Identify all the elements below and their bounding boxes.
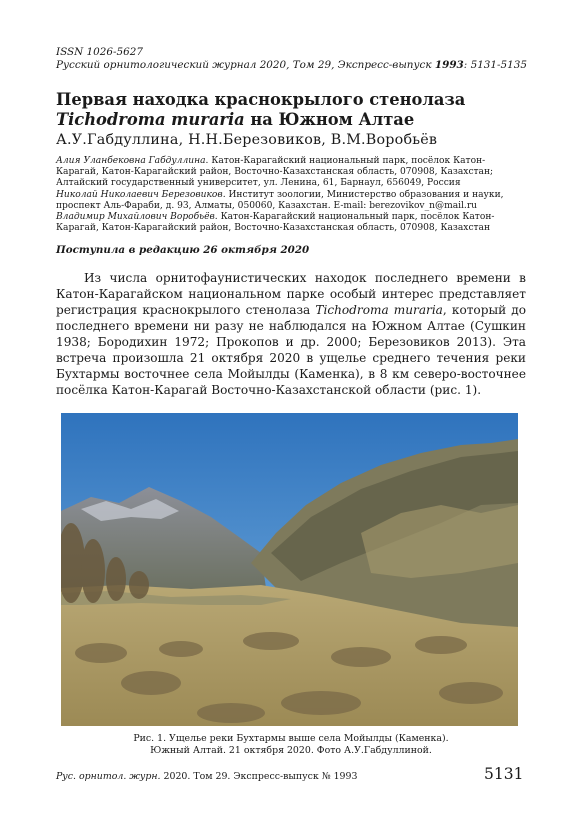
paragraph-part-2: , который до последнего времени ни разу не наблюдался на Южном Алтае (Сушкин 1938; Бородихин 1972; Прокопов и др. 2000; Березовиков 2013). Эта встреча произошла 21 октября 2020 в ущелье среднего течения реки Бухтармы восточнее села Мойылды (Каменка), в 8 км северо-восточнее посёлка Катон-Карагай Восточно-Казахстанской области (рис. 1). xyxy=(56,303,526,397)
journal-header xyxy=(56,46,527,72)
authors: А.У.Габдуллина, Н.Н.Березовиков, В.М.Воробьёв xyxy=(56,132,438,148)
affiliation-2 xyxy=(56,190,526,212)
title-rest: на Южном Алтае xyxy=(244,110,415,129)
affiliations xyxy=(56,156,526,234)
journal-name: Русский орнитологический журнал 2020, Том 29, Экспресс-выпуск xyxy=(56,59,432,71)
paragraph-species: Tichodroma muraria xyxy=(315,303,443,317)
paragraph-part-1: Из числа орнитофаунистических находок последнего времени в Катон-Карагайском национальном парке особый интерес представляет регистрация краснокрылого стенолаза xyxy=(56,271,526,317)
caption-line-1: Рис. 1. Ущелье реки Бухтармы выше села Мойылды (Каменка). xyxy=(133,733,449,744)
footer-journal-abbrev: Рус. орнитол. журн. xyxy=(56,771,161,782)
received-date: Поступила в редакцию 26 октября 2020 xyxy=(56,244,310,256)
body-paragraph xyxy=(56,270,526,398)
affiliation-text: . Институт зоологии, Министерство образования и науки, проспект Аль-Фараби, д. 93, Алматы, 050060, Казахстан. E-mail: berezovikov_n@mail.ru xyxy=(56,189,504,211)
author-full-name: Николай Николаевич Березовиков xyxy=(56,189,223,200)
caption-line-2: Южный Алтай. 21 октября 2020. Фото А.У.Габдуллиной. xyxy=(150,745,432,756)
title-species: Tichodroma muraria xyxy=(56,110,245,129)
title-line-2 xyxy=(56,110,536,130)
author-full-name: Владимир Михайлович Воробьёв xyxy=(56,212,215,223)
footer-citation xyxy=(56,771,357,782)
affiliation-text: . Катон-Карагайский национальный парк, посёлок Катон-Карагай, Катон-Карагайский район, Восточно-Казахстанская область, 070908, Казахстан; Алтайский государственный университет, ул. Ленина, 61, Барнаул, 656049, Россия xyxy=(56,156,494,189)
author-full-name: Алия Уланбековна Габдуллина xyxy=(56,156,206,166)
article-title xyxy=(56,90,536,130)
issn: ISSN 1026-5627 xyxy=(56,46,143,58)
title-line-1: Первая находка краснокрылого стенолаза xyxy=(56,90,466,109)
figure-caption xyxy=(56,733,526,757)
footer-issue: 2020. Том 29. Экспресс-выпуск № 1993 xyxy=(160,771,358,782)
affiliation-3 xyxy=(56,212,526,234)
page-number: 5131 xyxy=(484,765,524,783)
journal-citation xyxy=(56,59,527,72)
issue-number: 1993 xyxy=(434,59,464,71)
affiliation-text: . Катон-Карагайский национальный парк, посёлок Катон-Карагай, Катон-Карагайский район, Восточно-Казахстанская область, 070908, Казахстан xyxy=(56,212,495,234)
affiliation-1 xyxy=(56,156,526,190)
figure-photo-gorge xyxy=(61,413,518,726)
page-range: : 5131-5135 xyxy=(463,59,527,71)
